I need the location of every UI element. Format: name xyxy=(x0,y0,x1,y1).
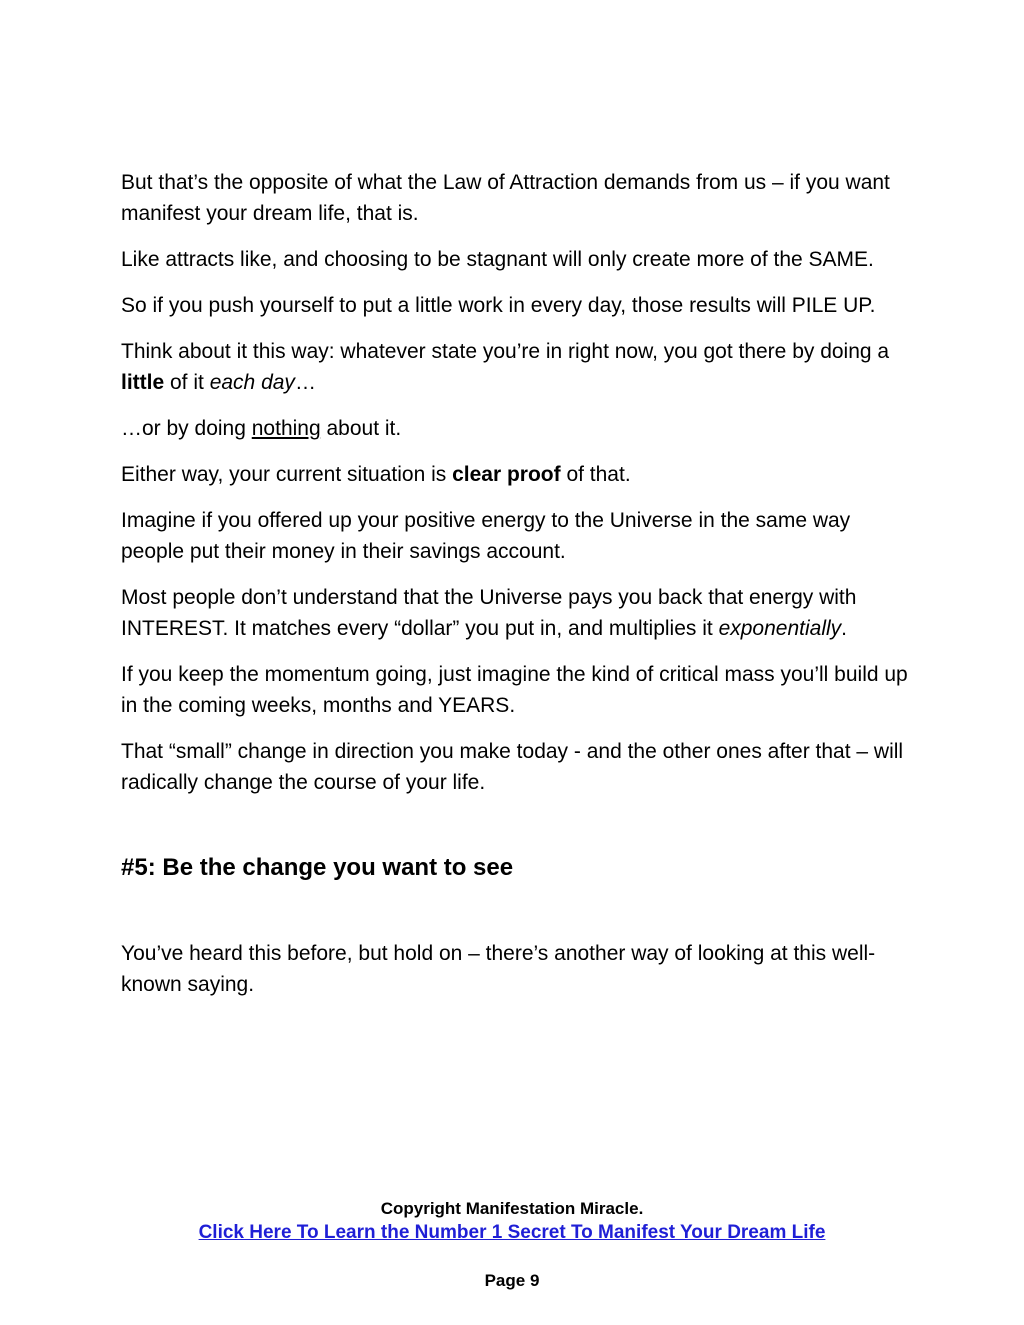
either-bold-clear-proof: clear proof xyxy=(452,463,561,486)
page-body xyxy=(121,167,911,1015)
paragraph-opposite: But that’s the opposite of what the Law of Attraction demands from us – if you want manifest your dream life, that is. xyxy=(121,171,890,225)
paragraph-pile-up: So if you push yourself to put a little work in every day, those results will PILE UP. xyxy=(121,294,876,317)
paragraph-small-change: That “small” change in direction you make today - and the other ones after that – will radically change the course of your life. xyxy=(121,740,904,794)
copyright-text: Copyright Manifestation Miracle. xyxy=(380,1199,644,1218)
page-footer xyxy=(0,1197,1024,1291)
nothing-pre: …or by doing xyxy=(121,417,252,440)
think-mid: of it xyxy=(164,371,210,394)
paragraph-heard-before: You’ve heard this before, but hold on – there’s another way of looking at this well-known saying. xyxy=(121,942,876,996)
nothing-underlined: nothing xyxy=(251,417,321,440)
think-italic-each-day: each day xyxy=(209,371,295,394)
think-text: Think about it this way: whatever state you’re in right now, you got there by doing a xyxy=(121,340,890,363)
either-pre: Either way, your current situation is xyxy=(121,463,453,486)
paragraph-interest xyxy=(121,582,911,644)
paragraph-imagine: Imagine if you offered up your positive energy to the Universe in the same way people put their money in their savings account. xyxy=(121,509,851,563)
paragraph-either-way xyxy=(121,459,911,490)
think-bold-little: little xyxy=(121,371,165,394)
paragraph-think xyxy=(121,336,911,398)
page-number: Page 9 xyxy=(484,1271,540,1290)
paragraph-nothing xyxy=(121,413,911,444)
nothing-post: about it. xyxy=(320,417,402,440)
think-ellipsis: … xyxy=(294,371,316,394)
either-post: of that. xyxy=(560,463,631,486)
paragraph-momentum: If you keep the momentum going, just imagine the kind of critical mass you’ll build up in the coming weeks, months and YEARS. xyxy=(121,663,908,717)
promo-link[interactable]: Click Here To Learn the Number 1 Secret To Manifest Your Dream Life xyxy=(198,1222,826,1243)
interest-post: . xyxy=(841,617,847,640)
paragraph-like-attracts: Like attracts like, and choosing to be stagnant will only create more of the SAME. xyxy=(121,248,874,271)
interest-italic-exponentially: exponentially xyxy=(718,617,842,640)
interest-pre: Most people don’t understand that the Universe pays you back that energy with INTEREST. It matches every “dollar” you put in, and multiplies it xyxy=(121,586,857,640)
section-heading: #5: Be the change you want to see xyxy=(121,854,514,881)
